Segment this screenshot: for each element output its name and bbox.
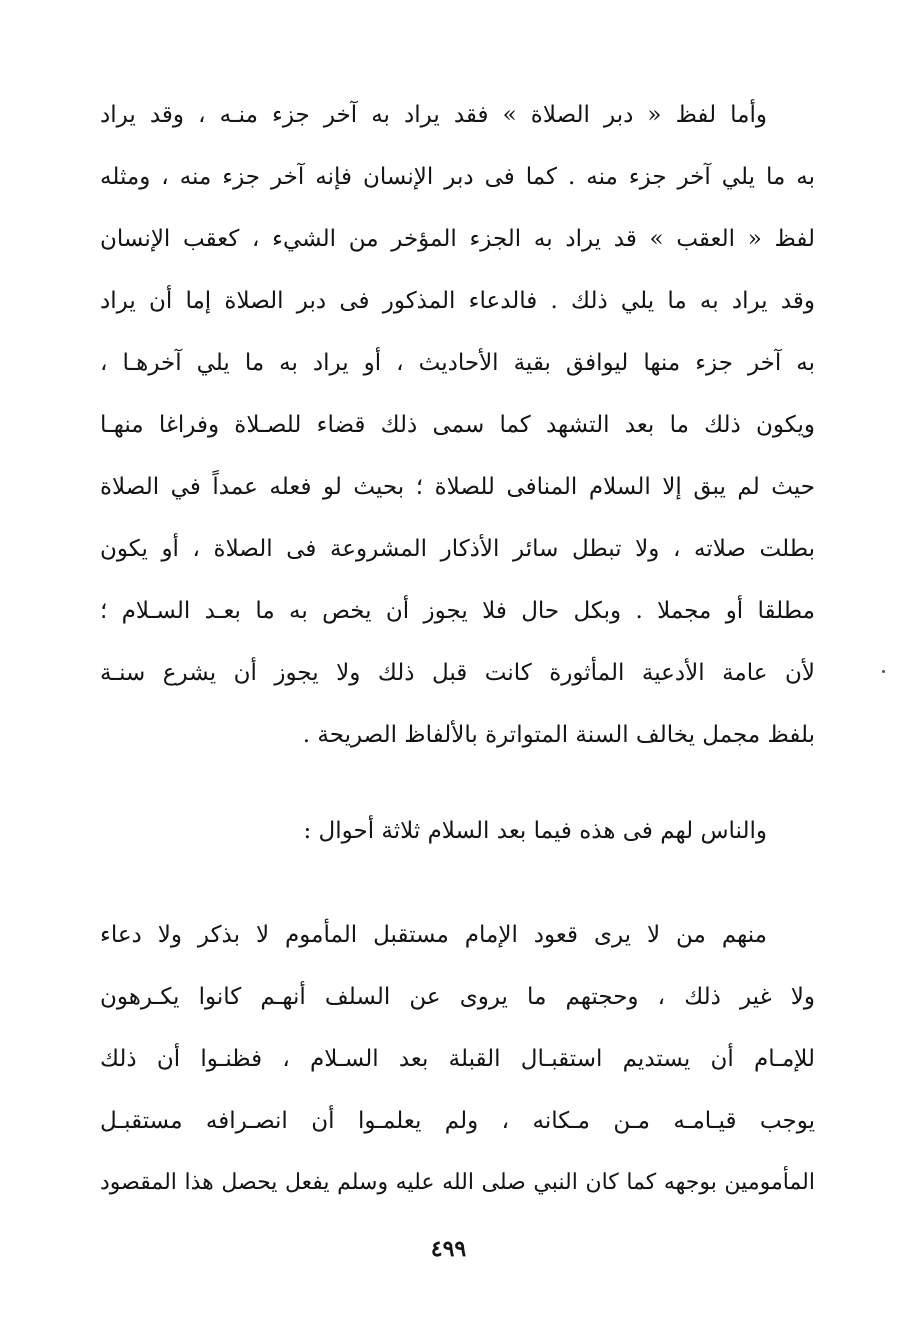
text-line: منهم من لا يرى قعود الإمام مستقبل المأموم لا بذكر ولا دعاء xyxy=(100,922,767,948)
text-line: للإمـام أن يستديم استقبـال القبلة بعد السـلام ، فظنـوا أن ذلك xyxy=(100,1046,815,1072)
text-line: والناس لهم فى هذه فيما بعد السلام ثلاثة أحوال : xyxy=(303,818,767,844)
text-line: المأمومين بوجهه كما كان النبي صلى الله عليه وسلم يفعل يحصل هذا المقصود xyxy=(100,1170,815,1195)
text-line: به ما يلي آخر جزء منه . كما فى دبر الإنسان فإنه آخر جزء منه ، ومثله xyxy=(100,164,815,190)
text-line: لفظ « العقب » قد يراد به الجزء المؤخر من الشيء ، كعقب الإنسان xyxy=(100,226,815,252)
text-line: ويكون ذلك ما بعد التشهد كما سمى ذلك قضاء للصـلاة وفراغا منهـا xyxy=(100,412,815,438)
paragraph-1 xyxy=(100,84,815,766)
text-line: ولا غير ذلك ، وحجتهم ما يروى عن السلف أنهـم كانوا يكـرهون xyxy=(100,984,815,1010)
page-number: ٤٩٩ xyxy=(430,1236,467,1262)
text-line: به آخر جزء منها ليوافق بقية الأحاديث ، أو يراد به ما يلي آخرهـا ، xyxy=(100,350,815,376)
text-line: بلفظ مجمل يخالف السنة المتواترة بالألفاظ الصريحة . xyxy=(302,722,815,748)
text-line: وقد يراد به ما يلي ذلك . فالدعاء المذكور فى دبر الصلاة إما أن يراد xyxy=(100,288,815,314)
paragraph-2 xyxy=(100,800,815,862)
paragraph-3 xyxy=(100,904,815,1214)
text-line: وأما لفظ « دبر الصلاة » فقد يراد به آخر جزء منـه ، وقد يراد xyxy=(100,102,767,128)
text-line: حيث لم يبق إلا السلام المنافى للصلاة ؛ بحيث لو فعله عمداً في الصلاة xyxy=(100,474,815,500)
scan-speck xyxy=(882,670,885,673)
text-line: مطلقا أو مجملا . وبكل حال فلا يجوز أن يخص به ما بعـد السـلام ؛ xyxy=(100,598,815,624)
text-line: بطلت صلاته ، ولا تبطل سائر الأذكار المشروعة فى الصلاة ، أو يكون xyxy=(100,536,815,562)
text-line: لأن عامة الأدعية المأثورة كانت قبل ذلك ولا يجوز أن يشرع سنـة xyxy=(100,660,815,686)
text-line: يوجب قيـامـه مـن مـكانه ، ولم يعلمـوا أن انصـرافه مستقبـل xyxy=(100,1108,815,1134)
